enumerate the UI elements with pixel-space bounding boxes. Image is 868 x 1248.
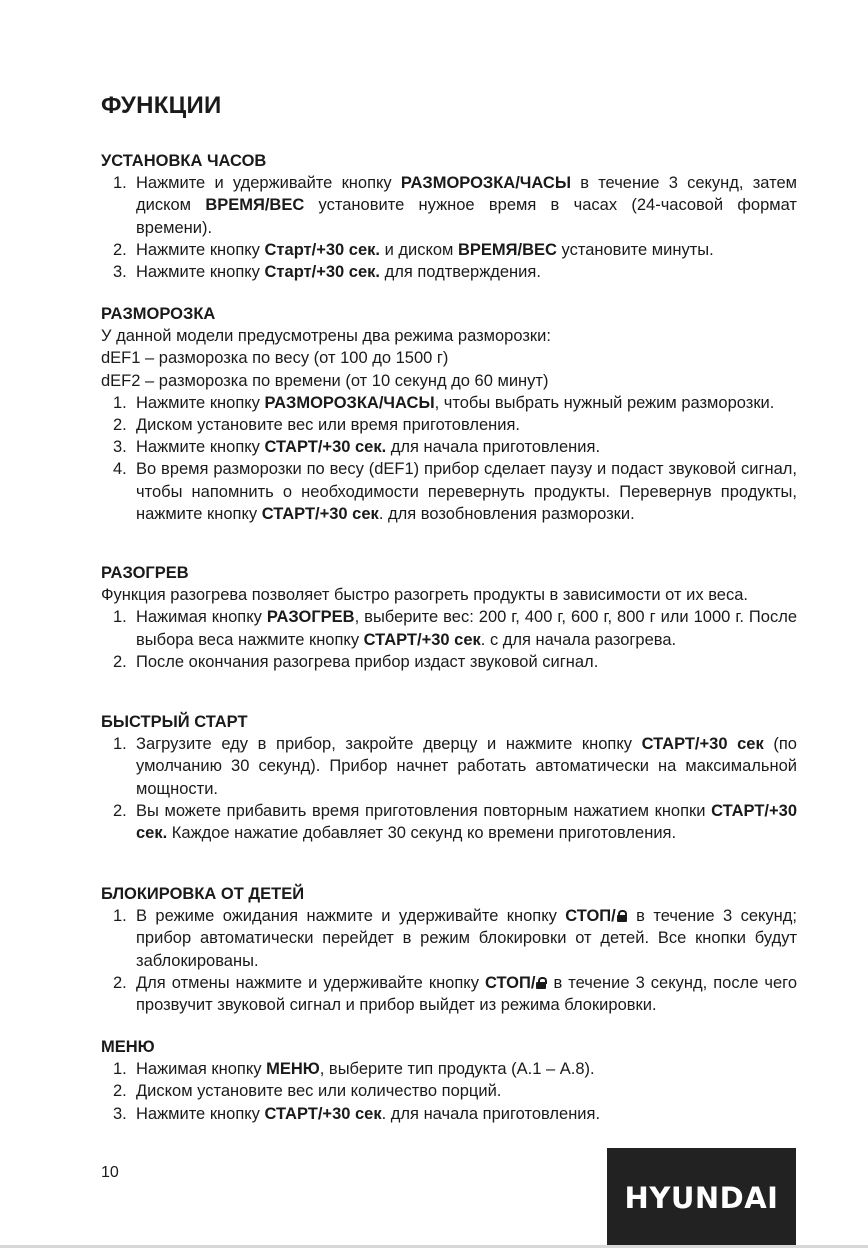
intro-paragraph: Функция разогрева позволяет быстро разогреть продукты в зависимости от их веса. (101, 586, 748, 605)
list-item: 3. Нажмите кнопку СТАРТ/+30 сек. для начала приготовления. (113, 1104, 601, 1123)
brand-logo-text: HYUNDAI (624, 1180, 779, 1215)
section-defrost (101, 303, 797, 525)
intro-line: dEF1 – разморозка по весу (от 100 до 1500 г) (101, 349, 449, 368)
section-menu (101, 1036, 797, 1125)
list-item: 1. В режиме ожидания нажмите и удерживайте кнопку СТОП/ в течение 3 секунд; прибор автоматически перейдет в режим блокировки от детей. Все кнопки будут заблокированы. (113, 907, 797, 970)
section-title: БЫСТРЫЙ СТАРТ (101, 713, 248, 731)
page-number: 10 (101, 1164, 119, 1181)
intro-line: dEF2 – разморозка по времени (от 10 секунд до 60 минут) (101, 371, 549, 390)
list-item: 1. Загрузите еду в прибор, закройте дверцу и нажмите кнопку СТАРТ/+30 сек (по умолчанию 30 секунд). Прибор начнет работать автоматически на максимальной мощности. (113, 735, 797, 798)
list-item: 2. После окончания разогрева прибор издаст звуковой сигнал. (113, 652, 599, 671)
list-item: 2. Для отмены нажмите и удерживайте кнопку СТОП/ в течение 3 секунд, после чего прозвучит звуковой сигнал и прибор выйдет из режима блокировки. (113, 973, 798, 1015)
list-item: 2. Нажмите кнопку Старт/+30 сек. и диском ВРЕМЯ/ВЕС установите минуты. (113, 240, 714, 259)
list-item: 3. Нажмите кнопку СТАРТ/+30 сек. для начала приготовления. (113, 438, 601, 457)
instruction-list (101, 905, 797, 1016)
section-title: БЛОКИРОВКА ОТ ДЕТЕЙ (101, 885, 305, 903)
section-child-lock (101, 883, 797, 1016)
intro-line: У данной модели предусмотрены два режима разморозки: (101, 327, 551, 346)
instruction-list (101, 1058, 797, 1125)
list-item: 3. Нажмите кнопку Старт/+30 сек. для подтверждения. (113, 263, 541, 282)
section-title: РАЗОГРЕВ (101, 564, 189, 582)
section-title: РАЗМОРОЗКА (101, 305, 216, 323)
list-item: 4. Во время разморозки по весу (dEF1) прибор сделает паузу и подаст звуковой сигнал, чтобы напомнить о необходимости перевернуть продукты. Перевернув продукты, нажмите кнопку СТАРТ/+30 сек. для возобновления разморозки. (113, 460, 797, 523)
list-item: 1. Нажмите кнопку РАЗМОРОЗКА/ЧАСЫ, чтобы выбрать нужный режим разморозки. (113, 393, 775, 412)
section-title: УСТАНОВКА ЧАСОВ (101, 152, 267, 170)
list-item: 2. Диском установите вес или количество порций. (113, 1082, 502, 1101)
list-item: 2. Вы можете прибавить время приготовления повторным нажатием кнопки СТАРТ/+30 сек. Каждое нажатие добавляет 30 секунд ко времени приготовления. (113, 801, 797, 843)
instruction-list (101, 172, 797, 283)
instruction-list (101, 733, 797, 844)
lock-icon (536, 977, 546, 989)
list-item: 1. Нажимая кнопку РАЗОГРЕВ, выберите вес: 200 г, 400 г, 600 г, 800 г или 1000 г. После выбора веса нажмите кнопку СТАРТ/+30 сек. с для начала разогрева. (113, 608, 797, 649)
section-clock (101, 150, 797, 283)
list-item: 1. Нажимая кнопку МЕНЮ, выберите тип продукта (А.1 – А.8). (113, 1060, 595, 1079)
page-title: ФУНКЦИИ (101, 92, 222, 119)
list-item: 2. Диском установите вес или время приготовления. (113, 416, 521, 435)
lock-icon (617, 910, 627, 922)
section-quick-start (101, 711, 797, 844)
section-reheat (101, 562, 797, 673)
instruction-list (101, 606, 797, 673)
instruction-list (101, 392, 797, 525)
list-item: 1. Нажмите и удерживайте кнопку РАЗМОРОЗКА/ЧАСЫ в течение 3 секунд, затем диском ВРЕМЯ/ВЕС установите нужное время в часах (24-часовой формат времени). (113, 174, 797, 237)
section-title: МЕНЮ (101, 1038, 155, 1056)
brand-logo (607, 1148, 796, 1248)
